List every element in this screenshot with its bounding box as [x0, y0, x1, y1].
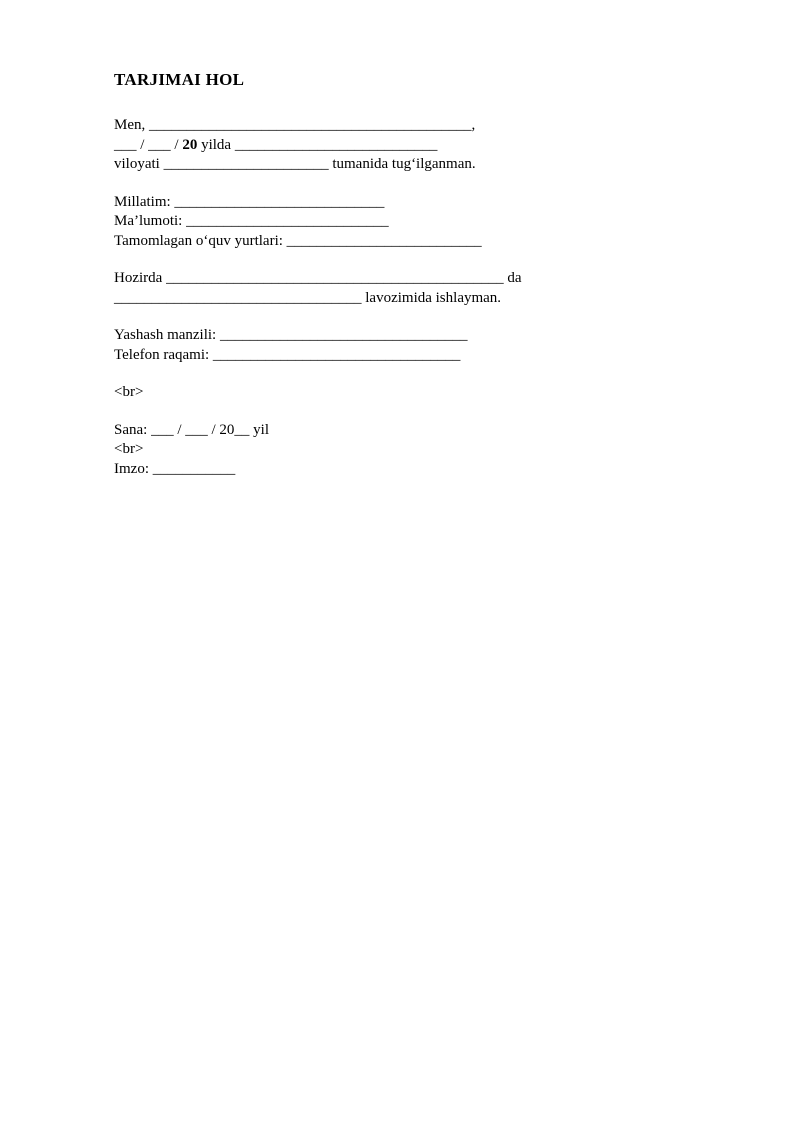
men-blank-rule[interactable]: ___________________________________________ [149, 117, 472, 134]
men-label: Men, [114, 117, 149, 134]
form-line-workplace [114, 269, 694, 289]
birth-place-suffix: tumanida tug‘ilganman. [328, 156, 476, 173]
form-line-men [114, 116, 694, 136]
form-line-institution [114, 232, 694, 252]
paragraph-work [114, 269, 694, 308]
form-line-signature[interactable]: Imzo: ___________ [114, 460, 236, 477]
form-line-education [114, 212, 694, 232]
paragraph-intro [114, 116, 694, 175]
phone-blank-rule[interactable]: _________________________________ [212, 346, 461, 363]
form-line-birth-place [114, 155, 694, 175]
workplace-suffix: da [503, 270, 522, 287]
birth-date-prefix: ___ / ___ / [114, 136, 183, 153]
education-blank-rule[interactable]: ___________________________ [186, 213, 389, 230]
document-body [114, 70, 694, 497]
literal-br-text-2: <br> [114, 441, 144, 458]
education-label: Ma’lumoti: [114, 213, 187, 230]
district-blank-rule[interactable]: ______________________ [163, 156, 329, 173]
birth-year-prefix: 20 [182, 136, 198, 153]
literal-br-text-1: <br> [114, 384, 144, 401]
position-blank-rule[interactable]: _________________________________ [114, 289, 362, 306]
position-suffix: lavozimida ishlayman. [361, 289, 502, 306]
form-line-date[interactable]: Sana: ___ / ___ / 20__ yil [114, 421, 269, 438]
phone-label: Telefon raqami: [114, 346, 213, 363]
workplace-blank-rule[interactable]: _____________________________________________ [166, 270, 504, 287]
form-line-nationality [114, 193, 694, 213]
birth-place-blank-rule[interactable]: ___________________________ [234, 136, 438, 153]
institution-blank-rule[interactable]: __________________________ [286, 232, 482, 249]
address-blank-rule[interactable]: _________________________________ [219, 327, 468, 344]
institution-label: Tamomlagan o‘quv yurtlari: [114, 232, 287, 249]
men-suffix: , [471, 117, 476, 134]
nationality-blank-rule[interactable]: ____________________________ [174, 193, 385, 210]
birth-date-mid: yilda [197, 136, 235, 153]
form-line-birth-date [114, 136, 694, 156]
nationality-label: Millatim: [114, 193, 175, 210]
paragraph-personal [114, 193, 694, 252]
form-line-address [114, 326, 694, 346]
workplace-label: Hozirda [114, 270, 167, 287]
paragraph-signature [114, 421, 694, 480]
address-label: Yashash manzili: [114, 327, 220, 344]
paragraph-contact [114, 326, 694, 365]
form-line-position [114, 289, 694, 309]
form-line-phone [114, 346, 694, 366]
page-title: TARJIMAI HOL [114, 70, 245, 89]
paragraph-literal-break-1 [114, 383, 694, 403]
region-label: viloyati [114, 156, 164, 173]
